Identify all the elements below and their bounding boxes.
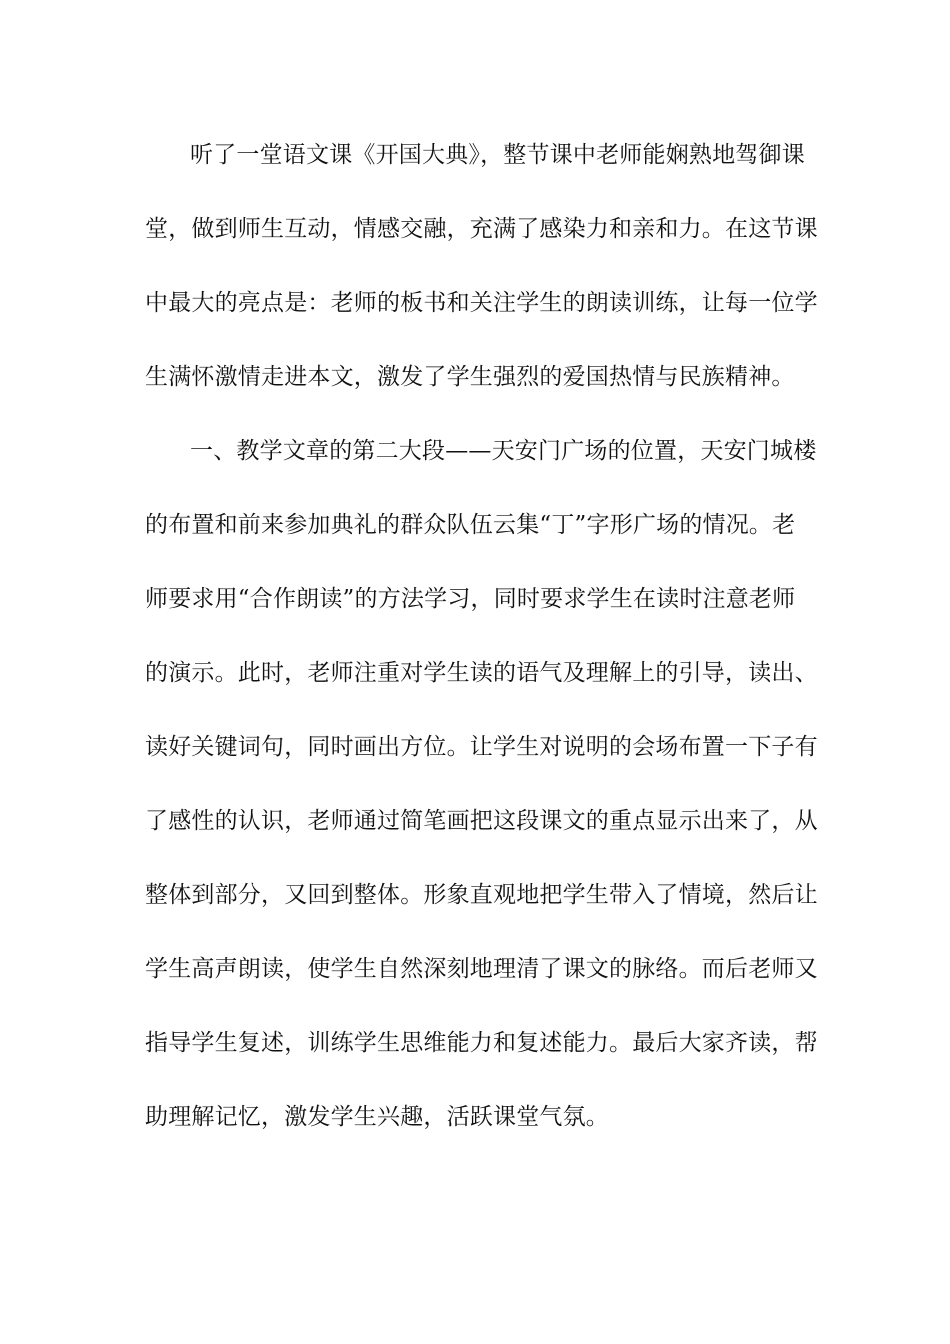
paragraph-2-line-7: 整体到部分，又回到整体。形象直观地把学生带入了情境，然后让 [145,882,818,908]
paragraph-1-line-1: 听了一堂语文课《开国大典》，整节课中老师能娴熟地驾御课 [190,142,805,168]
paragraph-1-line-3: 中最大的亮点是：老师的板书和关注学生的朗读训练，让每一位学 [145,290,818,316]
paragraph-2-line-9: 指导学生复述，训练学生思维能力和复述能力。最后大家齐读，帮 [145,1030,818,1056]
paragraph-2-line-3: 师要求用“合作朗读”的方法学习，同时要求学生在读时注意老师 [145,586,796,612]
paragraph-2-line-4: 的演示。此时，老师注重对学生读的语气及理解上的引导，读出、 [145,660,818,686]
paragraph-2-line-10: 助理解记忆，激发学生兴趣，活跃课堂气氛。 [145,1104,609,1130]
paragraph-2-line-6: 了感性的认识，老师通过简笔画把这段课文的重点显示出来了，从 [145,808,818,834]
paragraph-1-line-4: 生满怀激情走进本文，激发了学生强烈的爱国热情与民族精神。 [145,364,795,390]
paragraph-2-line-1: 一、教学文章的第二大段——天安门广场的位置，天安门城楼 [190,438,817,464]
paragraph-2-line-5: 读好关键词句，同时画出方位。让学生对说明的会场布置一下子有 [145,734,818,760]
paragraph-2-line-2: 的布置和前来参加典礼的群众队伍云集“丁”字形广场的情况。老 [145,512,796,538]
paragraph-1-line-2: 堂，做到师生互动，情感交融，充满了感染力和亲和力。在这节课 [145,216,818,242]
paragraph-2-line-8: 学生高声朗读，使学生自然深刻地理清了课文的脉络。而后老师又 [145,956,818,982]
